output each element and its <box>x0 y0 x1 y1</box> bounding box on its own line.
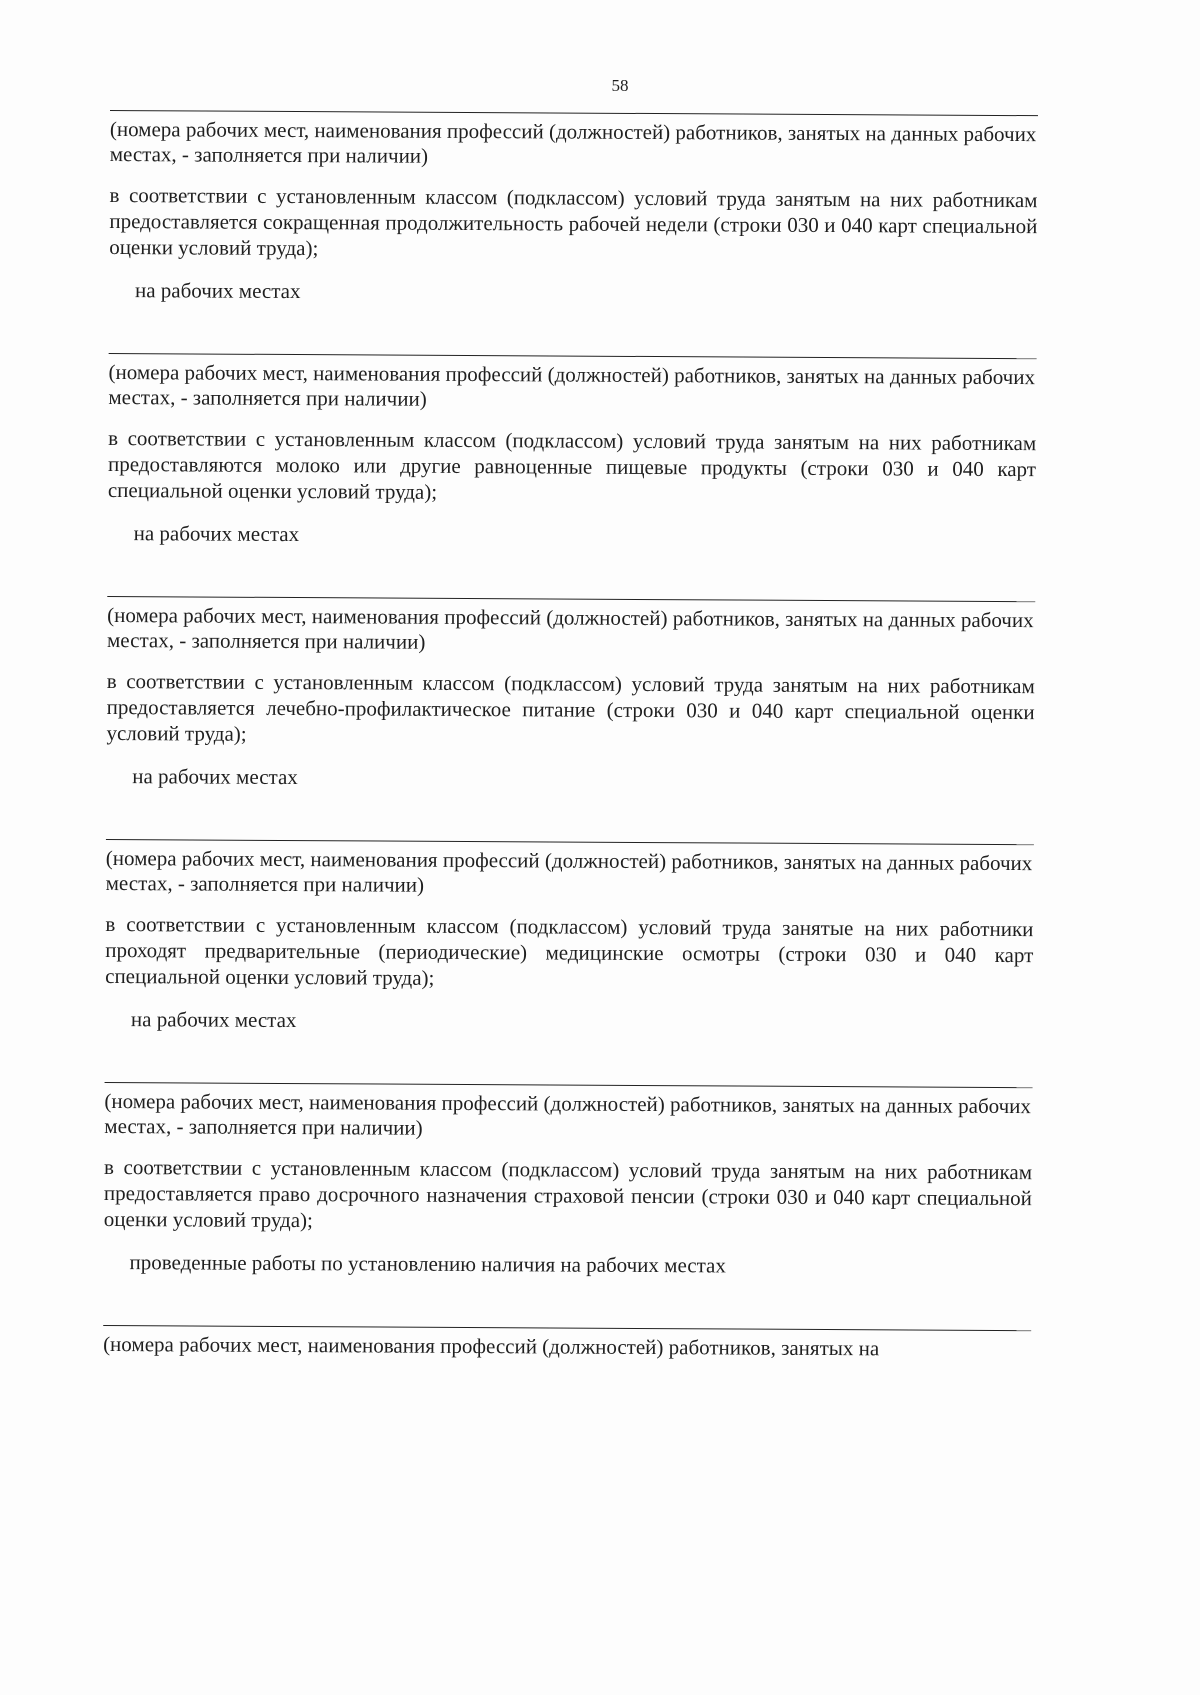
fill-in-caption: (номера рабочих мест, наименования профессий (должностей) работников, занятых на данных рабочих местах, - заполняется при наличии) <box>108 359 1036 411</box>
block-lead: на рабочих местах <box>134 278 301 304</box>
block-5 <box>103 1154 1032 1362</box>
block-2 <box>107 425 1036 658</box>
fill-in-caption: (номера рабочих мест, наименования профессий (должностей) работников, занятых на данных рабочих местах, - заполняется при наличии) <box>106 602 1034 654</box>
block-lead: проведенные работы по установлению наличия на рабочих местах <box>129 1250 726 1278</box>
block-body: в соответствии с установленным классом (подклассом) условий труда занятым на них работникам предоставляется сокращенная продолжительность рабочей недели (строки 030 и 040 карт специальной оценки условий труда); <box>109 182 1038 261</box>
block-4 <box>104 911 1033 1144</box>
fill-in-caption: (номера рабочих мест, наименования профессий (должностей) работников, занятых на данных рабочих местах, - заполняется при наличии) <box>109 116 1037 168</box>
final-caption: (номера рабочих мест, наименования профессий (должностей) работников, занятых на <box>103 1331 880 1361</box>
page-number: 58 <box>611 76 629 95</box>
block-body: в соответствии с установленным классом (подклассом) условий труда занятым на них работникам предоставляется лечебно-профилактическое питание (строки 030 и 040 карт специальной оценки условий труда); <box>106 668 1035 746</box>
fill-in-caption: (номера рабочих мест, наименования профессий (должностей) работников, занятых на данных рабочих местах, - заполняется при наличии) <box>104 1088 1032 1140</box>
block-lead: на рабочих местах <box>133 521 300 547</box>
block-body: в соответствии с установленным классом (подклассом) условий труда занятым на них работникам предоставляется право досрочного назначения страховой пенсии (строки 030 и 040 карт специальной оценки условий труда); <box>103 1154 1033 1233</box>
block-3 <box>106 668 1035 901</box>
form-content <box>103 110 1038 1362</box>
block-body: в соответствии с установленным классом (подклассом) условий труда занятые на них работники проходят предварительные (периодические) медицинские осмотры (строки 030 и 040 карт специальной оценки условий труда); <box>105 911 1034 990</box>
block-lead: на рабочих местах <box>132 764 298 790</box>
block-1 <box>108 182 1037 415</box>
fill-in-line <box>110 110 1038 116</box>
fill-in-caption: (номера рабочих мест, наименования профессий (должностей) работников, занятых на данных рабочих местах, - заполняется при наличии) <box>105 845 1033 897</box>
block-body: в соответствии с установленным классом (подклассом) условий труда занятым на них работникам предоставляются молоко или другие равноценные пищевые продукты (строки 030 и 040 карт специальной оценки условий труда); <box>107 425 1037 504</box>
block-lead: на рабочих местах <box>130 1007 297 1033</box>
